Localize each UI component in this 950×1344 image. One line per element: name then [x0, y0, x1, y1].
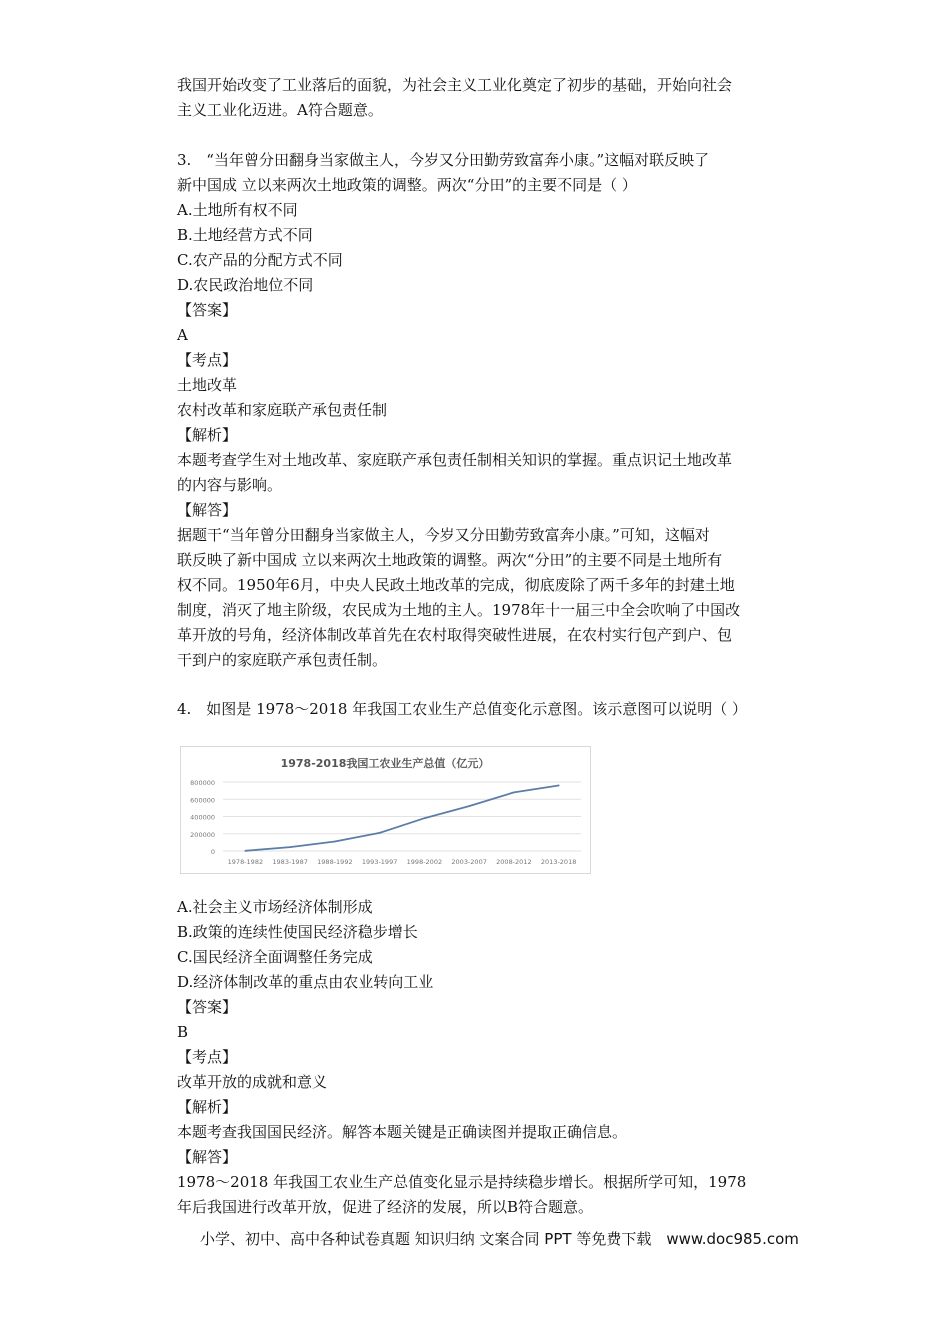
y-tick-label: 200000	[190, 830, 215, 839]
question-3-stem: 新中国成 立以来两次土地政策的调整。两次“分田”的主要不同是（ ）	[177, 176, 637, 194]
option-d: D.经济体制改革的重点由农业转向工业	[177, 973, 434, 991]
data-point	[379, 832, 381, 834]
x-tick-label: 2008-2012	[496, 858, 532, 866]
option-d: D.农民政治地位不同	[177, 276, 314, 294]
option-b: B.土地经营方式不同	[177, 226, 313, 244]
analysis-heading: 【解析】	[177, 426, 238, 444]
topic-item: 土地改革	[177, 376, 238, 394]
y-tick-label: 600000	[190, 796, 215, 805]
text-line: 我国开始改变了工业落后的面貌，为社会主义工业化奠定了初步的基础，开始向社会	[177, 76, 733, 94]
gdp-line-chart	[180, 746, 591, 874]
solution-text: 据题干“当年曾分田翻身当家做主人，今岁又分田勤劳致富奔小康。”可知，这幅对	[177, 526, 710, 544]
y-tick-label: 400000	[190, 813, 215, 822]
solution-heading: 【解答】	[177, 501, 238, 519]
chart-title: 1978-2018我国工农业生产总值（亿元）	[280, 757, 490, 770]
x-tick-label: 1988-1992	[317, 858, 353, 866]
topic-heading: 【考点】	[177, 351, 238, 369]
x-tick-label: 2013-2018	[540, 858, 577, 866]
solution-heading: 【解答】	[177, 1148, 238, 1166]
analysis-text: 的内容与影响。	[177, 476, 283, 494]
answer-value: B	[177, 1023, 189, 1041]
topic-item: 改革开放的成就和意义	[177, 1073, 328, 1091]
footer-link-text: 小学、初中、高中各种试卷真题 知识归纳 文案合同 PPT 等免费下载 www.doc985.com	[200, 1230, 799, 1248]
analysis-text: 本题考查我国国民经济。解答本题关键是正确读图并提取正确信息。	[177, 1123, 628, 1141]
answer-heading: 【答案】	[177, 301, 238, 319]
solution-text: 干到户的家庭联产承包责任制。	[177, 651, 388, 669]
x-tick-label: 1993-1997	[361, 858, 398, 866]
solution-text: 联反映了新中国成 立以来两次土地政策的调整。两次“分田”的主要不同是土地所有	[177, 551, 723, 569]
series-line	[245, 786, 558, 851]
data-point	[423, 817, 425, 819]
solution-text: 权不同。1950年6月，中央人民政土地改革的完成，彻底废除了两千多年的封建土地	[177, 576, 735, 594]
chart-svg	[181, 747, 590, 873]
data-point	[289, 846, 291, 848]
option-a: A.土地所有权不同	[177, 201, 298, 219]
analysis-heading: 【解析】	[177, 1098, 238, 1116]
data-point	[244, 850, 246, 852]
y-tick-label: 0	[210, 848, 215, 856]
x-tick-label: 1978-1982	[227, 858, 264, 866]
answer-heading: 【答案】	[177, 998, 238, 1016]
solution-text: 制度，消灭了地主阶级，农民成为土地的主人。1978年十一届三中全会吹响了中国改	[177, 601, 741, 619]
x-tick-label: 1998-2002	[406, 858, 443, 866]
x-tick-label: 2003-2007	[451, 858, 487, 866]
option-c: C.国民经济全面调整任务完成	[177, 948, 373, 966]
question-4-stem: 4. 如图是 1978～2018 年我国工农业生产总值变化示意图。该示意图可以说明（ ）	[177, 700, 747, 718]
solution-text: 1978～2018 年我国工农业生产总值变化显示是持续稳步增长。根据所学可知，1978	[177, 1173, 747, 1191]
option-b: B.政策的连续性使国民经济稳步增长	[177, 923, 418, 941]
analysis-text: 本题考查学生对土地改革、家庭联产承包责任制相关知识的掌握。重点识记土地改革	[177, 451, 733, 469]
option-c: C.农产品的分配方式不同	[177, 251, 343, 269]
option-a: A.社会主义市场经济体制形成	[177, 898, 373, 916]
data-point	[513, 791, 515, 793]
data-point	[558, 785, 560, 787]
topic-item: 农村改革和家庭联产承包责任制	[177, 401, 388, 419]
question-3-stem: 3. “当年曾分田翻身当家做主人，今岁又分田勤劳致富奔小康。”这幅对联反映了	[177, 151, 710, 169]
data-point	[468, 805, 470, 807]
x-tick-label: 1983-1987	[272, 858, 308, 866]
data-point	[334, 841, 336, 843]
y-tick-label: 800000	[190, 779, 215, 787]
topic-heading: 【考点】	[177, 1048, 238, 1066]
solution-text: 革开放的号角，经济体制改革首先在农村取得突破性进展，在农村实行包产到户、包	[177, 626, 733, 644]
text-line: 主义工业化迈进。A符合题意。	[177, 101, 383, 119]
solution-text: 年后我国进行改革开放，促进了经济的发展，所以B符合题意。	[177, 1198, 594, 1216]
answer-value: A	[177, 326, 188, 344]
